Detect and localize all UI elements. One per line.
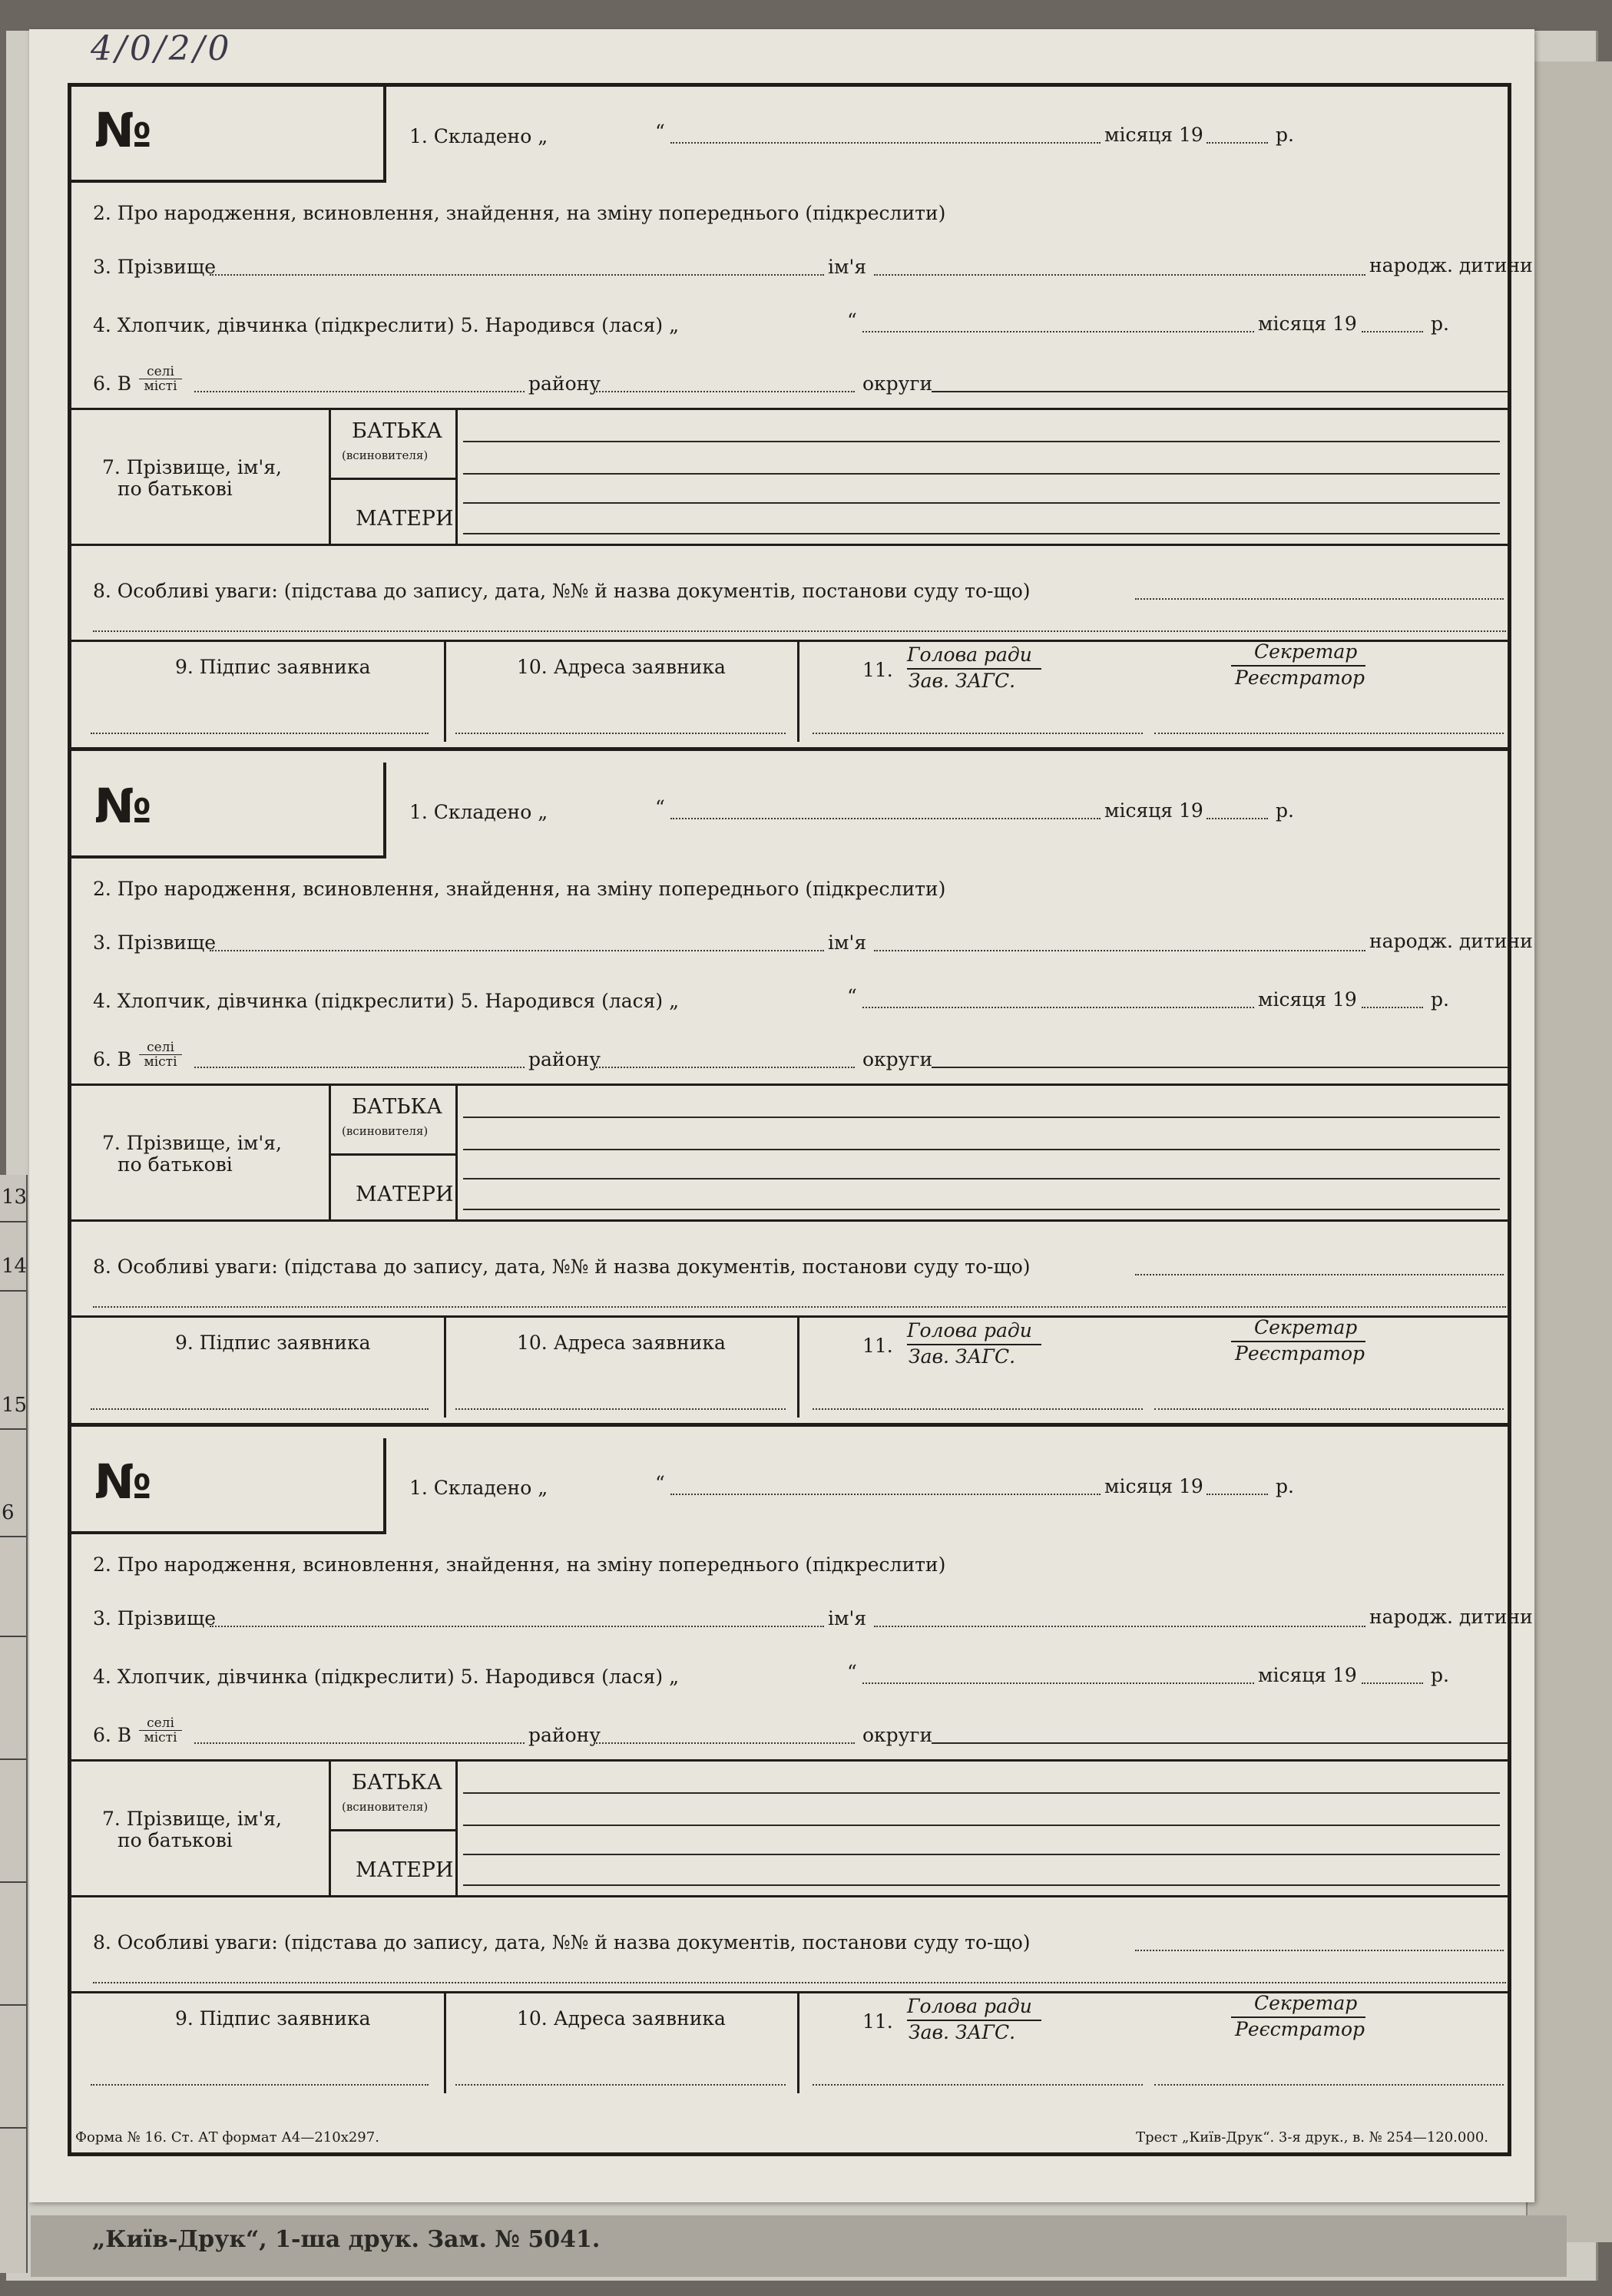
year-suffix: р.: [1276, 799, 1294, 822]
signature-field[interactable]: [91, 1408, 429, 1410]
parents-box: [71, 1759, 1508, 1897]
okrug-label: округи: [862, 1048, 933, 1070]
day-field[interactable]: [670, 818, 1101, 819]
year-field[interactable]: [1207, 818, 1268, 819]
under-strip: [31, 2215, 1567, 2277]
back-tab-rule: [0, 1636, 26, 1637]
adoptive-father-label: (всиновителя): [342, 1124, 429, 1138]
special-notes-field[interactable]: [93, 1306, 1506, 1308]
open-quote: “: [655, 1472, 665, 1494]
column-divider: [797, 1318, 799, 1418]
given-name-label: ім'я: [828, 931, 867, 954]
place-field[interactable]: [194, 1742, 525, 1744]
event-type-line: 2. Про народження, всиновлення, знайдення, на зміну попереднього (підкреслити): [93, 1553, 946, 1576]
gender-birth-label: 4. Хлопчик, дівчинка (підкреслити) 5. Народився (лася) „: [93, 990, 680, 1012]
special-notes-field[interactable]: [1135, 1274, 1504, 1275]
parent-name-label: 7. Прізвище, ім'я,: [102, 456, 282, 478]
number-sign: №: [94, 102, 152, 158]
number-box: [71, 87, 386, 183]
birth-year-field[interactable]: [1362, 1007, 1423, 1008]
father-field-line[interactable]: [463, 1117, 1500, 1118]
drafted-label: 1. Складено „: [409, 1477, 548, 1499]
record-separator: [71, 1423, 1508, 1427]
birth-day-field[interactable]: [862, 1007, 1254, 1008]
official-signature-field[interactable]: [813, 733, 1143, 734]
place-field[interactable]: [194, 1067, 525, 1068]
special-notes-label: 8. Особливі уваги: (підстава до запису, дата, №№ й назва документів, постанови суду то-що): [93, 1256, 1031, 1278]
okrug-field[interactable]: [932, 1067, 1508, 1068]
year-suffix: р.: [1276, 1475, 1294, 1497]
given-name-label: ім'я: [828, 1607, 867, 1629]
record-separator: [71, 747, 1508, 751]
special-notes-field[interactable]: [93, 1982, 1506, 1983]
item-11-number: 11.: [862, 1335, 893, 1357]
parent-name-label: 7. Прізвище, ім'я,: [102, 1808, 282, 1830]
district-field[interactable]: [594, 391, 855, 392]
council-head-label: Голова ради: [907, 1995, 1032, 2017]
year-suffix: р.: [1431, 1664, 1449, 1686]
column-divider: [797, 1993, 799, 2093]
birth-record: [71, 763, 1533, 1438]
city-label: місті: [144, 1730, 177, 1745]
surname-field[interactable]: [210, 950, 824, 951]
village-label: селі: [139, 365, 182, 379]
back-tab-rule: [0, 1881, 26, 1883]
official-signature-field[interactable]: [813, 1408, 1143, 1410]
signature-field[interactable]: [91, 2084, 429, 2086]
parent-name-label: 7. Прізвище, ім'я,: [102, 1132, 282, 1154]
month-label: місяця 19: [1104, 1475, 1203, 1497]
footer-printer: Трест „Київ-Друк“. 3-я друк., в. № 254—120.000.: [1136, 2129, 1488, 2145]
father-label: БАТЬКА: [352, 1095, 442, 1119]
official-signature-field[interactable]: [813, 2084, 1143, 2086]
corner-note: 4/0/2/0: [91, 29, 233, 68]
special-notes-label: 8. Особливі уваги: (підстава до запису, дата, №№ й назва документів, постанови суду то-що): [93, 580, 1031, 602]
mother-label: МАТЕРИ: [356, 507, 454, 531]
child-birth-label: народж. дитини: [1369, 254, 1533, 276]
back-tab-rule: [0, 1428, 26, 1430]
okrug-field[interactable]: [932, 1742, 1508, 1744]
applicant-address-label: 10. Адреса заявника: [517, 656, 726, 678]
place-prefix: 6. В: [93, 1724, 132, 1746]
year-field[interactable]: [1207, 142, 1268, 144]
back-page-tab: [0, 1175, 28, 2273]
back-tab-rule: [0, 1536, 26, 1537]
back-number: 14: [2, 1255, 28, 1278]
month-label: місяця 19: [1258, 1664, 1357, 1686]
open-quote: “: [847, 309, 857, 332]
district-field[interactable]: [594, 1067, 855, 1068]
parents-box: [71, 1083, 1508, 1222]
column-divider: [444, 642, 446, 742]
given-name-label: ім'я: [828, 256, 867, 278]
okrug-label: округи: [862, 1724, 933, 1746]
gender-birth-label: 4. Хлопчик, дівчинка (підкреслити) 5. Народився (лася) „: [93, 1666, 680, 1688]
column-divider: [329, 410, 331, 544]
secretary-label: Секретар: [1254, 1316, 1358, 1338]
surname-label: 3. Прізвище: [93, 931, 217, 954]
number-box: [71, 1438, 386, 1534]
open-quote: “: [655, 121, 665, 143]
birth-day-field[interactable]: [862, 331, 1254, 332]
special-notes-field[interactable]: [1135, 1950, 1504, 1951]
back-tab-rule: [0, 1290, 26, 1292]
district-label: району: [528, 372, 601, 395]
city-label: місті: [144, 1054, 177, 1070]
open-quote: “: [655, 796, 665, 819]
applicant-signature-label: 9. Підпис заявника: [175, 656, 371, 678]
side-sheet: [1526, 61, 1612, 2242]
mother-field-line[interactable]: [463, 1209, 1500, 1210]
secretary-signature-field[interactable]: [1154, 2084, 1504, 2086]
surname-label: 3. Прізвище: [93, 256, 217, 278]
okrug-label: округи: [862, 372, 933, 395]
father-label: БАТЬКА: [352, 419, 442, 443]
open-quote: “: [847, 985, 857, 1007]
place-field[interactable]: [194, 391, 525, 392]
applicant-signature-label: 9. Підпис заявника: [175, 2007, 371, 2030]
child-birth-label: народж. дитини: [1369, 930, 1533, 952]
mother-label: МАТЕРИ: [356, 1858, 454, 1882]
surname-label: 3. Прізвище: [93, 1607, 217, 1629]
month-label: місяця 19: [1258, 313, 1357, 335]
special-notes-field[interactable]: [1135, 598, 1504, 600]
child-birth-label: народж. дитини: [1369, 1606, 1533, 1628]
back-tab-rule: [0, 2004, 26, 2006]
item-11-number: 11.: [862, 659, 893, 681]
form-sheet: [29, 29, 1534, 2202]
registrar-label: Реєстратор: [1235, 1342, 1365, 1365]
back-tab-rule: [0, 1221, 26, 1222]
under-strip-text: „Київ-Друк“, 1-ша друк. Зам. № 5041.: [92, 2226, 601, 2253]
day-field[interactable]: [670, 1494, 1101, 1495]
village-label: селі: [139, 1716, 182, 1731]
patronymic-label: по батькові: [118, 1153, 233, 1176]
surname-field[interactable]: [210, 274, 824, 276]
drafted-label: 1. Складено „: [409, 125, 548, 147]
year-suffix: р.: [1276, 124, 1294, 146]
adoptive-father-label: (всиновителя): [342, 448, 429, 462]
number-sign: №: [94, 1454, 152, 1510]
district-field[interactable]: [594, 1742, 855, 1744]
back-tab-rule: [0, 1758, 26, 1760]
row-divider: [329, 1829, 458, 1831]
applicant-address-label: 10. Адреса заявника: [517, 1332, 726, 1354]
mother-field-line[interactable]: [463, 1178, 1500, 1179]
place-prefix: 6. В: [93, 1048, 132, 1070]
parents-box: [71, 408, 1508, 546]
address-field[interactable]: [455, 2084, 786, 2086]
council-head-label: Голова ради: [907, 1319, 1032, 1342]
father-field-line[interactable]: [463, 1149, 1500, 1150]
mother-field-line[interactable]: [463, 533, 1500, 534]
birth-record: [71, 87, 1533, 763]
mother-field-line[interactable]: [463, 502, 1500, 504]
month-label: місяця 19: [1258, 988, 1357, 1011]
column-divider: [329, 1086, 331, 1219]
birth-record: [71, 1438, 1533, 2114]
applicant-address-label: 10. Адреса заявника: [517, 2007, 726, 2030]
birth-year-field[interactable]: [1362, 331, 1423, 332]
row-divider: [329, 478, 458, 480]
secretary-signature-field[interactable]: [1154, 1408, 1504, 1410]
surname-field[interactable]: [210, 1626, 824, 1627]
row-divider: [329, 1153, 458, 1156]
father-label: БАТЬКА: [352, 1771, 442, 1795]
column-divider: [329, 1762, 331, 1895]
signature-field[interactable]: [91, 733, 429, 734]
birth-year-field[interactable]: [1362, 1682, 1423, 1684]
column-divider: [797, 642, 799, 742]
back-number: 15: [2, 1394, 28, 1417]
secretary-label: Секретар: [1254, 1992, 1358, 2014]
day-field[interactable]: [670, 142, 1101, 144]
patronymic-label: по батькові: [118, 478, 233, 500]
drafted-label: 1. Складено „: [409, 801, 548, 823]
birth-day-field[interactable]: [862, 1682, 1254, 1684]
applicant-signature-label: 9. Підпис заявника: [175, 1332, 371, 1354]
event-type-line: 2. Про народження, всиновлення, знайдення, на зміну попереднього (підкреслити): [93, 202, 946, 224]
special-notes-label: 8. Особливі уваги: (підстава до запису, дата, №№ й назва документів, постанови суду то-що): [93, 1931, 1031, 1954]
month-label: місяця 19: [1104, 124, 1203, 146]
village-label: селі: [139, 1040, 182, 1055]
secretary-label: Секретар: [1254, 640, 1358, 663]
column-divider: [455, 410, 458, 544]
zags-head-label: Зав. ЗАГС.: [909, 2021, 1016, 2043]
year-suffix: р.: [1431, 313, 1449, 335]
event-type-line: 2. Про народження, всиновлення, знайдення, на зміну попереднього (підкреслити): [93, 878, 946, 900]
given-name-field[interactable]: [874, 950, 1365, 951]
column-divider: [455, 1762, 458, 1895]
back-number: 13: [2, 1186, 28, 1209]
father-field-line[interactable]: [463, 1825, 1500, 1826]
district-label: району: [528, 1724, 601, 1746]
registrar-label: Реєстратор: [1235, 2018, 1365, 2040]
mother-field-line[interactable]: [463, 1884, 1500, 1886]
village-city-fraction: [139, 1040, 182, 1069]
special-notes-field[interactable]: [93, 630, 1506, 632]
back-number: 6: [2, 1501, 15, 1524]
column-divider: [455, 1086, 458, 1219]
father-field-line[interactable]: [463, 473, 1500, 475]
secretary-signature-field[interactable]: [1154, 733, 1504, 734]
village-city-fraction: [139, 365, 182, 393]
number-sign: №: [94, 778, 152, 834]
month-label: місяця 19: [1104, 799, 1203, 822]
open-quote: “: [847, 1661, 857, 1683]
year-suffix: р.: [1431, 988, 1449, 1011]
form-frame: [68, 83, 1533, 2156]
mother-field-line[interactable]: [463, 1854, 1500, 1855]
back-tab-rule: [0, 2127, 26, 2129]
zags-head-label: Зав. ЗАГС.: [909, 1345, 1016, 1368]
number-box: [71, 763, 386, 859]
village-city-fraction: [139, 1716, 182, 1745]
council-head-label: Голова ради: [907, 643, 1032, 666]
city-label: місті: [144, 379, 177, 394]
father-field-line[interactable]: [463, 1792, 1500, 1794]
father-field-line[interactable]: [463, 441, 1500, 442]
okrug-field[interactable]: [932, 391, 1508, 392]
address-field[interactable]: [455, 1408, 786, 1410]
district-label: району: [528, 1048, 601, 1070]
signature-row: [71, 1315, 1508, 1415]
registrar-label: Реєстратор: [1235, 667, 1365, 689]
patronymic-label: по батькові: [118, 1829, 233, 1851]
footer-form-number: Форма № 16. Ст. АТ формат А4—210x297.: [75, 2129, 379, 2145]
place-prefix: 6. В: [93, 372, 132, 395]
signature-row: [71, 1991, 1508, 2091]
item-11-number: 11.: [862, 2010, 893, 2033]
given-name-field[interactable]: [874, 1626, 1365, 1627]
year-field[interactable]: [1207, 1494, 1268, 1495]
zags-head-label: Зав. ЗАГС.: [909, 670, 1016, 692]
adoptive-father-label: (всиновителя): [342, 1800, 429, 1814]
column-divider: [444, 1318, 446, 1418]
given-name-field[interactable]: [874, 274, 1365, 276]
gender-birth-label: 4. Хлопчик, дівчинка (підкреслити) 5. Народився (лася) „: [93, 314, 680, 336]
signature-row: [71, 640, 1508, 739]
column-divider: [444, 1993, 446, 2093]
address-field[interactable]: [455, 733, 786, 734]
mother-label: МАТЕРИ: [356, 1183, 454, 1206]
